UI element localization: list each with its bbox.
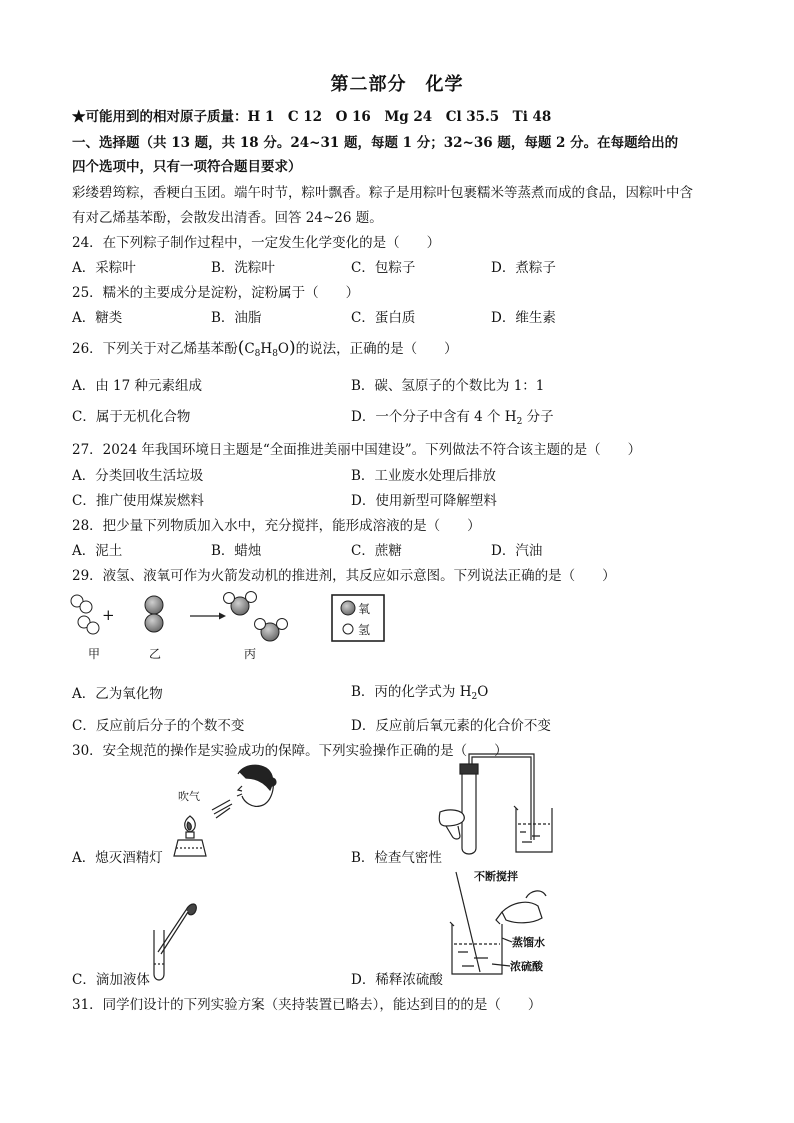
atomic-masses: ★可能用到的相对原子质量：H 1 C 12 O 16 Mg 24 Cl 35.5 Ti 48 (72, 109, 552, 125)
label-yi: 乙 (149, 647, 162, 661)
q28-option-c: C．蔗糖 (351, 543, 402, 559)
airtightness-figure (436, 752, 556, 864)
q30-option-d: D．稀释浓硫酸 (351, 972, 443, 988)
q27-option-a: A．分类回收生活垃圾 (72, 468, 204, 484)
page-title: 第二部分 化学 (330, 74, 464, 95)
q31-stem: 31．同学们设计的下列实验方案（夹持装置已略去），能达到目的的是（ ） (72, 997, 542, 1013)
legend-oxygen-label: 氧 (358, 602, 371, 616)
q25-option-a: A．糖类 (72, 310, 123, 326)
reaction-arrow (190, 613, 226, 620)
q24-option-c: C．包粽子 (351, 260, 416, 276)
q30-option-b: B．检查气密性 (351, 850, 442, 866)
q30-option-a: A．熄灭酒精灯 (72, 850, 163, 866)
q24-option-d: D．煮粽子 (491, 260, 556, 276)
q27-stem: 27．2024 年我国环境日主题是“全面推进美丽中国建设”。下列做法不符合该主题的是（ ） (72, 442, 642, 458)
q29-option-d: D．反应前后氧元素的化合价不变 (351, 718, 551, 734)
passage-line2: 有对乙烯基苯酚，会散发出清香。回答 24~26 题。 (72, 210, 383, 226)
oxygen-molecule (145, 596, 163, 632)
q26-stem: 26．下列关于对乙烯基苯酚$(C_8H_8O)$的说法，正确的是（ ） (72, 338, 458, 359)
q28-option-b: B．蜡烛 (211, 543, 262, 559)
hydrogen-molecules (71, 595, 99, 634)
q30-option-c: C．滴加液体 (72, 972, 150, 988)
q29-option-b: B．丙的化学式为 $H_2O$ (351, 684, 489, 702)
water-molecules (224, 592, 288, 642)
q26-option-b: B．碳、氢原子的个数比为 1：1 (351, 378, 545, 394)
q30-stem: 30．安全规范的操作是实验成功的保障。下列实验操作正确的是（ ） (72, 743, 508, 759)
alcohol-lamp-figure (160, 760, 280, 860)
distilled-water-label: 蒸馏水 (512, 936, 545, 949)
q28-option-a: A．泥土 (72, 543, 123, 559)
q25-option-c: C．蛋白质 (351, 310, 416, 326)
q29-stem: 29．液氢、液氧可作为火箭发动机的推进剂，其反应如示意图。下列说法正确的是（ ） (72, 568, 616, 584)
dropper-figure (146, 896, 206, 984)
q27-option-d: D．使用新型可降解塑料 (351, 493, 497, 509)
passage-line1: 彩缕碧筠粽，香粳白玉团。端午时节，粽叶飘香。粽子是用粽叶包裹糯米等蒸煮而成的食品，因粽叶中含 (72, 185, 693, 201)
stir-label: 不断搅拌 (474, 870, 518, 883)
q24-stem: 24．在下列粽子制作过程中，一定发生化学变化的是（ ） (72, 235, 441, 251)
blow-label: 吹气 (178, 790, 200, 803)
section-header-line1: 一、选择题（共 13 题，共 18 分。24~31 题，每题 1 分；32~36 题，每题 2 分。在每题给出的 (72, 135, 679, 151)
q27-option-c: C．推广使用煤炭燃料 (72, 493, 204, 509)
q24-option-b: B．洗粽叶 (211, 260, 275, 276)
q24-option-a: A．采粽叶 (72, 260, 136, 276)
q25-stem: 25．糯米的主要成分是淀粉，淀粉属于（ ） (72, 285, 360, 301)
label-jia: 甲 (88, 647, 101, 661)
section-header-line2: 四个选项中，只有一项符合题目要求） (72, 159, 302, 175)
q26-option-d: D．一个分子中含有 4 个 $H_2$ 分子 (351, 409, 554, 427)
q26-option-a: A．由 17 种元素组成 (72, 378, 203, 394)
q26-formula: $C_8H_8O$ (244, 341, 289, 359)
conc-acid-label: 浓硫酸 (510, 960, 543, 973)
label-bing: 丙 (244, 647, 257, 661)
q27-option-b: B．工业废水处理后排放 (351, 468, 496, 484)
plus-sign: + (102, 606, 115, 624)
q28-stem: 28．把少量下列物质加入水中，充分搅拌，能形成溶液的是（ ） (72, 518, 481, 534)
q29-option-c: C．反应前后分子的个数不变 (72, 718, 245, 734)
q29-option-a: A．乙为氧化物 (72, 686, 163, 702)
q28-option-d: D．汽油 (491, 543, 543, 559)
q25-option-b: B．油脂 (211, 310, 262, 326)
legend-hydrogen-label: 氢 (358, 623, 371, 637)
q25-option-d: D．维生素 (491, 310, 556, 326)
q26-option-c: C．属于无机化合物 (72, 409, 191, 425)
